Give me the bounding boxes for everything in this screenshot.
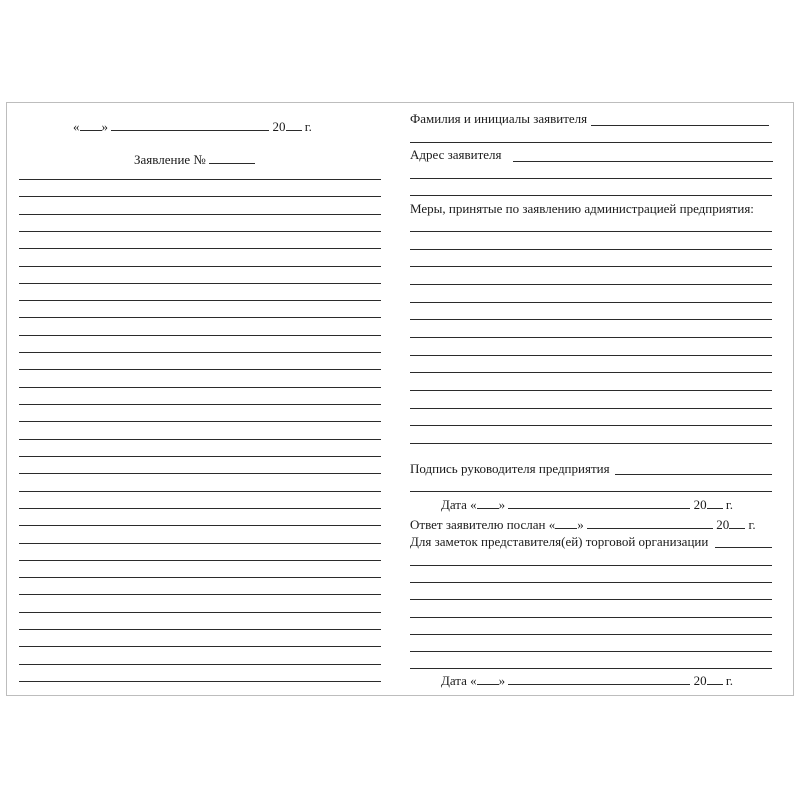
writing-line[interactable] [19,196,381,197]
writing-line[interactable] [19,421,381,422]
writing-line[interactable] [19,577,381,578]
manager-signature-label: Подпись руководителя предприятия [410,461,610,476]
measures-row [410,202,754,216]
applicant-address-blank[interactable] [513,161,773,162]
date1-label: Дата « [441,497,477,512]
year-blank[interactable] [286,119,302,131]
writing-line[interactable] [410,231,772,232]
date2-row [441,673,733,688]
writing-line[interactable] [19,300,381,301]
reply-day-blank[interactable] [555,517,577,529]
writing-line[interactable] [19,491,381,492]
writing-line[interactable] [19,646,381,647]
date1-year-suffix: г. [725,497,734,512]
date2-day-blank[interactable] [477,673,499,685]
date1-year-blank[interactable] [707,497,723,509]
writing-line[interactable] [410,372,772,373]
reply-month-blank[interactable] [587,517,713,529]
measures-label: Меры, принятые по заявлению администрацией предприятия: [410,201,754,216]
writing-line[interactable] [410,425,772,426]
writing-line[interactable] [410,599,772,600]
writing-line[interactable] [19,594,381,595]
writing-line[interactable] [19,179,381,180]
reply-year-blank[interactable] [729,517,745,529]
date1-year-prefix: 20 [693,497,707,512]
writing-line[interactable] [19,317,381,318]
writing-line[interactable] [410,302,772,303]
date1-close-quote: » [498,497,506,512]
manager-signature-blank[interactable] [615,474,772,475]
writing-line[interactable] [19,456,381,457]
writing-line[interactable] [19,214,381,215]
applicant-name-row [410,112,587,126]
writing-line[interactable] [19,508,381,509]
writing-line[interactable] [19,525,381,526]
document-spread [6,102,794,696]
date2-year-blank[interactable] [707,673,723,685]
writing-line[interactable] [19,664,381,665]
writing-line[interactable] [19,266,381,267]
year-suffix: г. [304,119,312,134]
writing-line[interactable] [19,681,381,682]
writing-line[interactable] [19,439,381,440]
left-date-line [73,119,312,134]
date2-month-blank[interactable] [508,673,690,685]
reply-year-prefix: 20 [716,517,730,532]
application-title [134,152,255,167]
writing-line[interactable] [19,231,381,232]
writing-line[interactable] [410,266,772,267]
writing-line[interactable] [19,473,381,474]
application-title-label: Заявление № [134,152,206,167]
reply-year-suffix: г. [748,517,756,532]
applicant-address-label: Адрес заявителя [410,147,502,162]
writing-line[interactable] [410,249,772,250]
date2-year-prefix: 20 [693,673,707,688]
writing-line[interactable] [410,668,772,669]
writing-line[interactable] [410,319,772,320]
notes-row [410,535,708,549]
writing-line[interactable] [410,491,772,492]
writing-line[interactable] [410,582,772,583]
writing-line[interactable] [410,651,772,652]
writing-line[interactable] [19,248,381,249]
writing-line[interactable] [19,387,381,388]
writing-line[interactable] [410,355,772,356]
writing-line[interactable] [410,617,772,618]
date2-label: Дата « [441,673,477,688]
writing-line[interactable] [19,369,381,370]
reply-row [410,517,756,532]
close-quote: » [101,119,108,134]
notes-blank[interactable] [715,547,772,548]
writing-line[interactable] [410,284,772,285]
writing-line[interactable] [19,335,381,336]
notes-label: Для заметок представителя(ей) торговой организации [410,534,709,549]
writing-line[interactable] [19,543,381,544]
year-prefix: 20 [272,119,286,134]
writing-line[interactable] [410,337,772,338]
writing-line[interactable] [19,560,381,561]
month-blank[interactable] [111,119,269,131]
writing-line[interactable] [410,408,772,409]
date2-close-quote: » [498,673,506,688]
applicant-address-row [410,148,502,162]
open-quote: « [73,119,80,134]
date1-day-blank[interactable] [477,497,499,509]
applicant-name-label: Фамилия и инициалы заявителя [410,111,588,126]
applicant-name-blank[interactable] [591,125,769,126]
writing-line[interactable] [410,178,772,179]
writing-line[interactable] [19,612,381,613]
reply-label: Ответ заявителю послан « [410,517,556,532]
writing-line[interactable] [410,565,772,566]
date2-year-suffix: г. [725,673,734,688]
writing-line[interactable] [19,283,381,284]
writing-line[interactable] [410,443,772,444]
manager-signature-row [410,462,610,476]
writing-line[interactable] [19,629,381,630]
writing-line[interactable] [19,352,381,353]
date1-month-blank[interactable] [508,497,690,509]
reply-close-quote: » [577,517,584,532]
date1-row [441,497,733,512]
day-blank[interactable] [80,119,102,131]
application-number-blank[interactable] [209,152,255,164]
writing-line[interactable] [410,390,772,391]
writing-line[interactable] [19,404,381,405]
writing-line[interactable] [410,142,772,143]
writing-line[interactable] [410,195,772,196]
writing-line[interactable] [410,634,772,635]
